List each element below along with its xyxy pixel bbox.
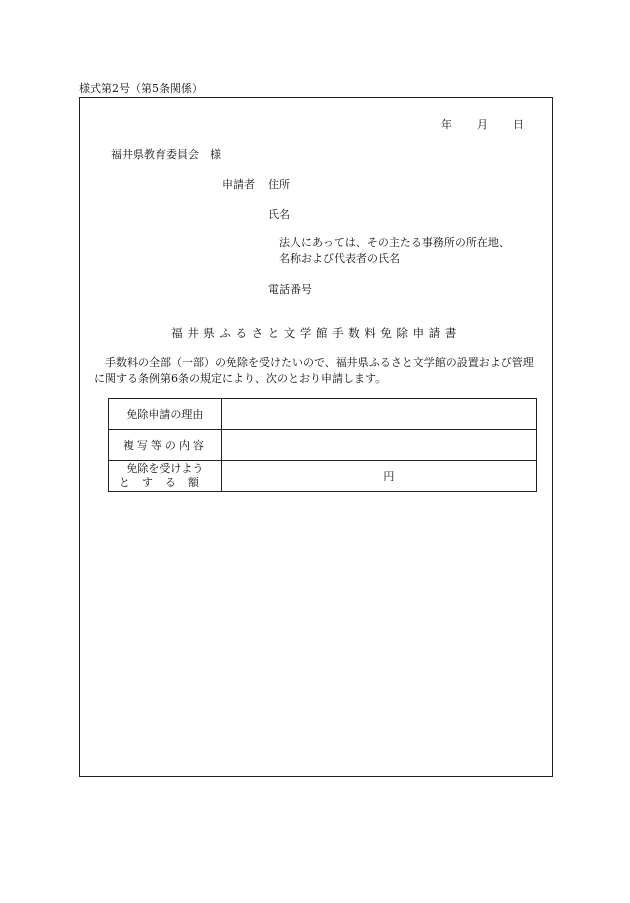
body-text: 手数料の全部（一部）の免除を受けたいので、福井県ふるさと文学館の設置および管理に関する条例第6条の規定により、次のとおり申請します。 — [94, 356, 534, 385]
applicant-label: 申請者 — [222, 178, 255, 191]
phone-label: 電話番号 — [268, 283, 312, 296]
date-year: 年 — [441, 118, 452, 131]
date-day: 日 — [513, 118, 524, 131]
form-number: 様式第2号（第5条関係） — [79, 82, 203, 95]
recipient: 福井県教育委員会 様 — [111, 148, 221, 161]
name-label: 氏名 — [268, 208, 290, 221]
amount-label-line2: とする額 — [118, 476, 211, 489]
amount-field[interactable] — [221, 461, 536, 492]
request-table — [108, 398, 537, 492]
table-row — [109, 430, 537, 461]
amount-label-line1: 免除を受けよう — [126, 462, 204, 475]
reason-label: 免除申請の理由 — [109, 399, 222, 430]
date-line — [441, 116, 549, 132]
copy-content-label: 複写等の内容 — [109, 430, 222, 461]
reason-field[interactable] — [221, 399, 536, 430]
table-row — [109, 399, 537, 430]
address-label: 住所 — [268, 178, 290, 191]
document-title: 福井県ふるさと文学館手数料免除申請書 — [171, 326, 461, 340]
date-month: 月 — [477, 118, 488, 131]
corporate-note: 法人にあっては、その主たる事務所の所在地、名称および代表者の氏名 — [279, 236, 510, 265]
copy-content-field[interactable] — [221, 430, 536, 461]
amount-label — [109, 461, 222, 492]
table-row — [109, 461, 537, 492]
yen-unit: 円 — [383, 470, 395, 483]
